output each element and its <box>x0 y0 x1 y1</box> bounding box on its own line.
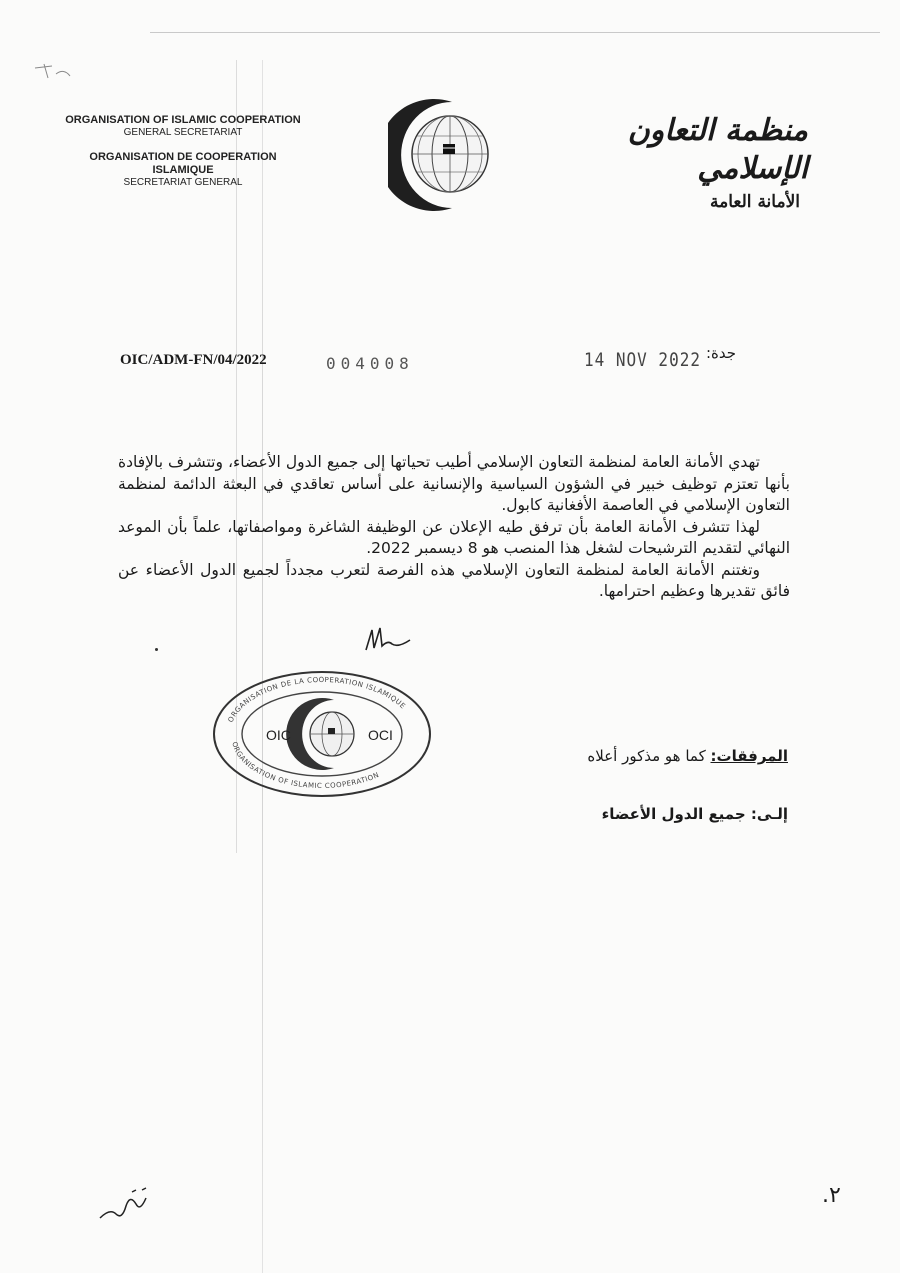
recipient-value: جميع الدول الأعضاء <box>601 805 746 823</box>
org-name-arabic: منظمة التعاون الإسلامي <box>627 113 808 186</box>
corner-scribble <box>30 60 90 90</box>
letterhead-latin <box>60 114 306 189</box>
recipient-line <box>602 805 788 823</box>
oic-logo <box>388 98 508 213</box>
org-name-english: ORGANISATION OF ISLAMIC COOPERATION <box>65 114 301 126</box>
seal-label-oic: OIC <box>266 727 291 743</box>
seal-label-oci: OCI <box>368 727 393 743</box>
seal-ring-text-french: ORGANISATION DE LA COOPERATION ISLAMIQUE <box>226 675 407 724</box>
paragraph-1: تهدي الأمانة العامة لمنظمة التعاون الإسلامي أطيب تحياتها إلى جميع الدول الأعضاء، وتتشرف بالإفادة بأنها تعتزم توظيف خبير في الشؤون السياسية والإنسانية على أساس تعاقدي في البعثة الدائمة لمنظمة التعاون الإسلامي في العاصمة الأفغانية كابول. <box>118 453 790 514</box>
reference-number: OIC/ADM-FN/04/2022 <box>120 352 267 368</box>
date-stamp: 14 NOV 2022 <box>584 348 701 371</box>
secretariat-french: SECRETARIAT GENERAL <box>123 177 243 188</box>
secretariat-arabic: الأمانة العامة <box>710 192 800 212</box>
attachments-line <box>587 747 788 765</box>
recipient-label: إلـى: <box>750 805 788 823</box>
page-mark: .٢ <box>822 1183 841 1208</box>
attachments-value: كما هو مذكور أعلاه <box>587 747 706 765</box>
paragraph-3: وتغتنم الأمانة العامة لمنظمة التعاون الإسلامي هذه الفرصة لتعرب مجدداً لجميع الدول الأعضاء عن فائق تقديرها وعظيم احترامها. <box>118 560 790 600</box>
seal-ring-text: ORGANISATION OF ISLAMIC COOPERATION <box>230 740 381 791</box>
scan-artifact-top <box>150 32 880 33</box>
letterhead-arabic <box>608 112 808 212</box>
place-label: جدة: <box>706 344 737 362</box>
official-seal <box>208 668 436 800</box>
attachments-label: المرفقات: <box>710 747 788 765</box>
paragraph-2: لهذا تتشرف الأمانة العامة بأن ترفق طيه الإعلان عن الوظيفة الشاغرة ومواصفاتها، علماً بأن الموعد النهائي لتقديم الترشيحات لشغل هذا المنصب هو 8 ديسمبر 2022. <box>118 517 790 557</box>
initial-signature <box>358 620 418 656</box>
scan-fold-line <box>262 60 263 1273</box>
serial-number: 004008 <box>326 354 414 373</box>
org-name-french: ORGANISATION DE COOPERATION ISLAMIQUE <box>89 151 277 176</box>
handwritten-initials <box>96 1184 166 1224</box>
stray-dot <box>155 648 158 651</box>
secretariat-english: GENERAL SECRETARIAT <box>123 127 243 138</box>
letter-body <box>118 452 790 603</box>
